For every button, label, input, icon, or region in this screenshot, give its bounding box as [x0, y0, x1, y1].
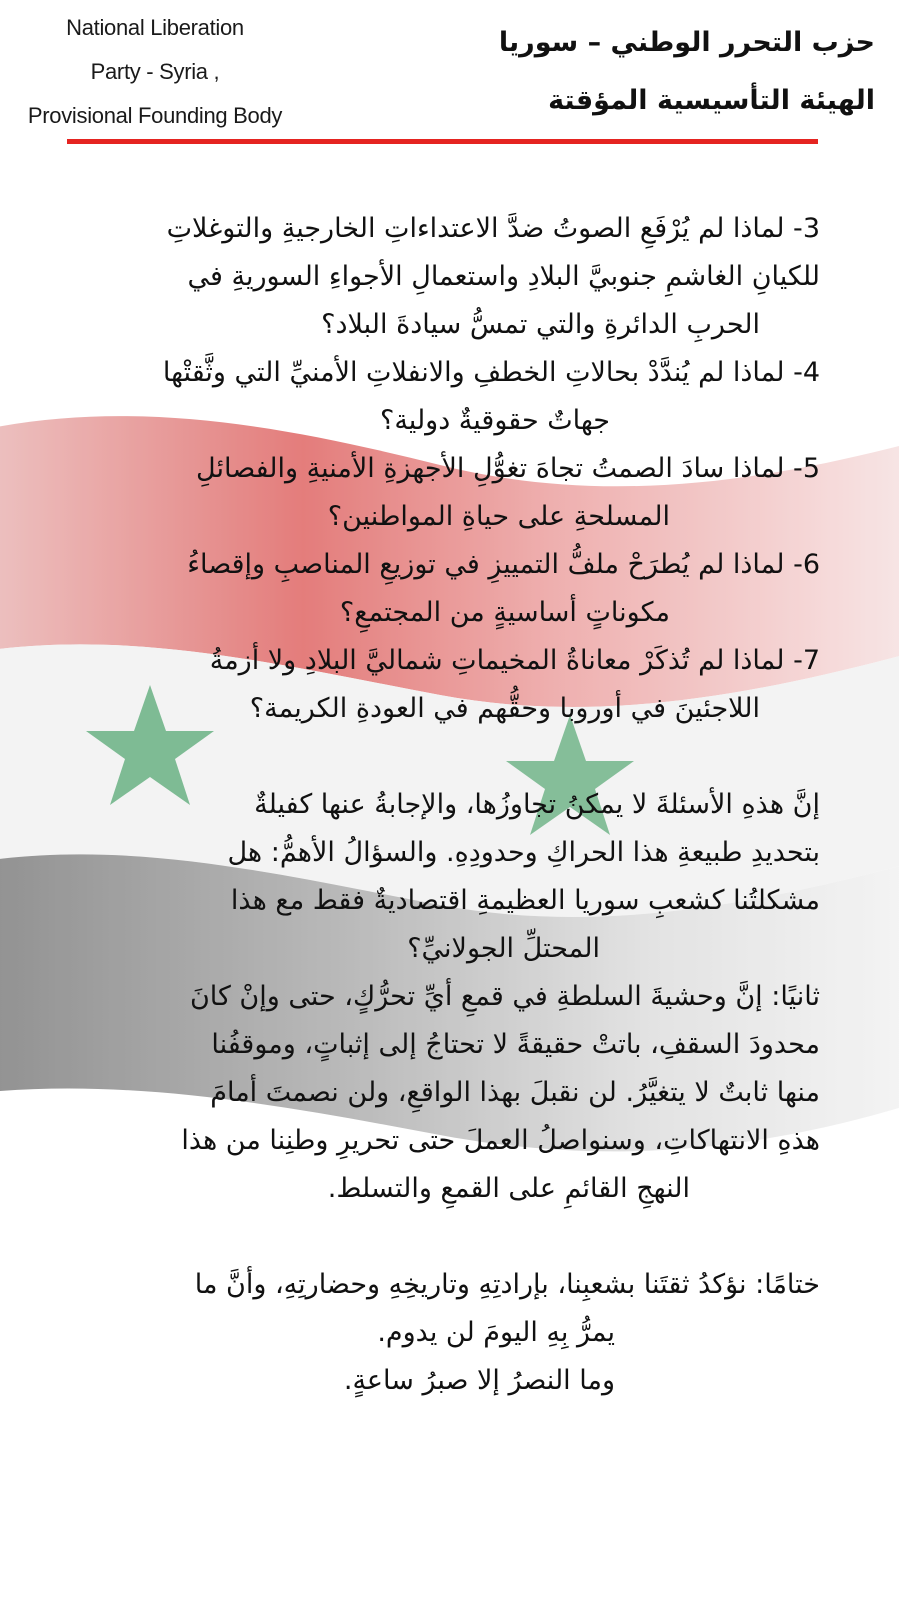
- question-3-line-3: الحربِ الدائرةِ والتي تمسُّ سيادةَ البلاد؟: [321, 309, 760, 340]
- question-6-line-1: 6- لماذا لم يُطرَحْ ملفُّ التمييزِ في توزيعِ المناصبِ وإقصاءُ: [187, 549, 820, 580]
- question-3-line-2: للكيانِ الغاشمِ جنوبيَّ البلادِ واستعمالِ الأجواءِ السوريةِ في: [187, 261, 820, 292]
- question-5: [70, 445, 820, 541]
- question-5-line-1: 5- لماذا سادَ الصمتُ تجاهَ تغوُّلِ الأجهزةِ الأمنيةِ والفصائلِ: [196, 453, 820, 484]
- closing-paragraph: [70, 1261, 820, 1405]
- closing-line-1: ختامًا: نؤكدُ ثقتَنا بشعبِنا، بإرادتِهِ وتاريخِهِ وحضارتِهِ، وأنَّ ما: [194, 1269, 820, 1300]
- paragraph-2-line-1: ثانيًا: إنَّ وحشيةَ السلطةِ في قمعِ أيِّ تحرُّكٍ، حتى وإنْ كانَ: [189, 981, 820, 1012]
- paragraph-1-line-1: إنَّ هذهِ الأسئلةَ لا يمكنُ تجاوزُها، والإجابةُ عنها كفيلةٌ: [254, 789, 820, 820]
- header-divider: [67, 139, 818, 144]
- paragraph-2-line-4: هذهِ الانتهاكاتِ، وسنواصلُ العملَ حتى تحريرِ وطنِنا من هذا: [181, 1125, 820, 1156]
- header-english: [0, 6, 310, 138]
- question-3: [70, 205, 820, 349]
- paragraph-1-line-4: المحتلِّ الجولانيِّ؟: [407, 933, 600, 964]
- question-4-line-2: جهاتٌ حقوقيةٌ دولية؟: [379, 405, 610, 436]
- header-arabic: [495, 14, 875, 130]
- paragraph-1: [70, 781, 820, 973]
- spacer: [70, 733, 820, 781]
- paragraph-2: [70, 973, 820, 1213]
- paragraph-2-line-2: محدودَ السقفِ، باتتْ حقيقةً لا تحتاجُ إلى إثباتٍ، وموقفُنا: [211, 1029, 820, 1060]
- spacer: [70, 1213, 820, 1261]
- header-en-line-2: Party - Syria ,: [90, 59, 220, 84]
- header-ar-line-2: الهيئة التأسيسية المؤقتة: [548, 85, 875, 116]
- document-body: [70, 205, 820, 1405]
- question-5-line-2: المسلحةِ على حياةِ المواطنين؟: [327, 501, 670, 532]
- paragraph-2-line-5: النهجِ القائمِ على القمعِ والتسلط.: [327, 1173, 690, 1204]
- paragraph-1-line-3: مشكلتُنا كشعبِ سوريا العظيمةِ اقتصاديةٌ فقط مع هذا: [230, 885, 820, 916]
- paragraph-2-line-3: منها ثابتٌ لا يتغيَّرُ. لن نقبلَ بهذا الواقعِ، ولن نصمتَ أمامَ: [210, 1077, 820, 1108]
- question-3-line-1: 3- لماذا لم يُرْفَعِ الصوتُ ضدَّ الاعتداءاتِ الخارجيةِ والتوغلاتِ: [166, 213, 820, 244]
- header-en-line-1: National Liberation: [66, 15, 244, 40]
- header-ar-line-1: حزب التحرر الوطني – سوريا: [498, 27, 875, 58]
- closing-line-2: يمرُّ بِهِ اليومَ لن يدوم.: [377, 1317, 615, 1348]
- paragraph-1-line-2: بتحديدِ طبيعةِ هذا الحراكِ وحدودِهِ. والسؤالُ الأهمُّ: هل: [227, 837, 820, 868]
- header-en-line-3: Provisional Founding Body: [27, 103, 283, 128]
- question-6-line-2: مكوناتٍ أساسيةٍ من المجتمعِ؟: [339, 597, 670, 628]
- question-7: [70, 637, 820, 733]
- closing-line-3: وما النصرُ إلا صبرُ ساعةٍ.: [343, 1365, 615, 1396]
- question-4: [70, 349, 820, 445]
- question-7-line-1: 7- لماذا لم تُذكَرْ معاناةُ المخيماتِ شماليَّ البلادِ ولا أزمةُ: [209, 645, 820, 676]
- question-6: [70, 541, 820, 637]
- question-7-line-2: اللاجئينَ في أوروبا وحقُّهم في العودةِ الكريمة؟: [249, 693, 760, 724]
- question-4-line-1: 4- لماذا لم يُندَّدْ بحالاتِ الخطفِ والانفلاتِ الأمنيِّ التي وثَّقتْها: [162, 357, 820, 388]
